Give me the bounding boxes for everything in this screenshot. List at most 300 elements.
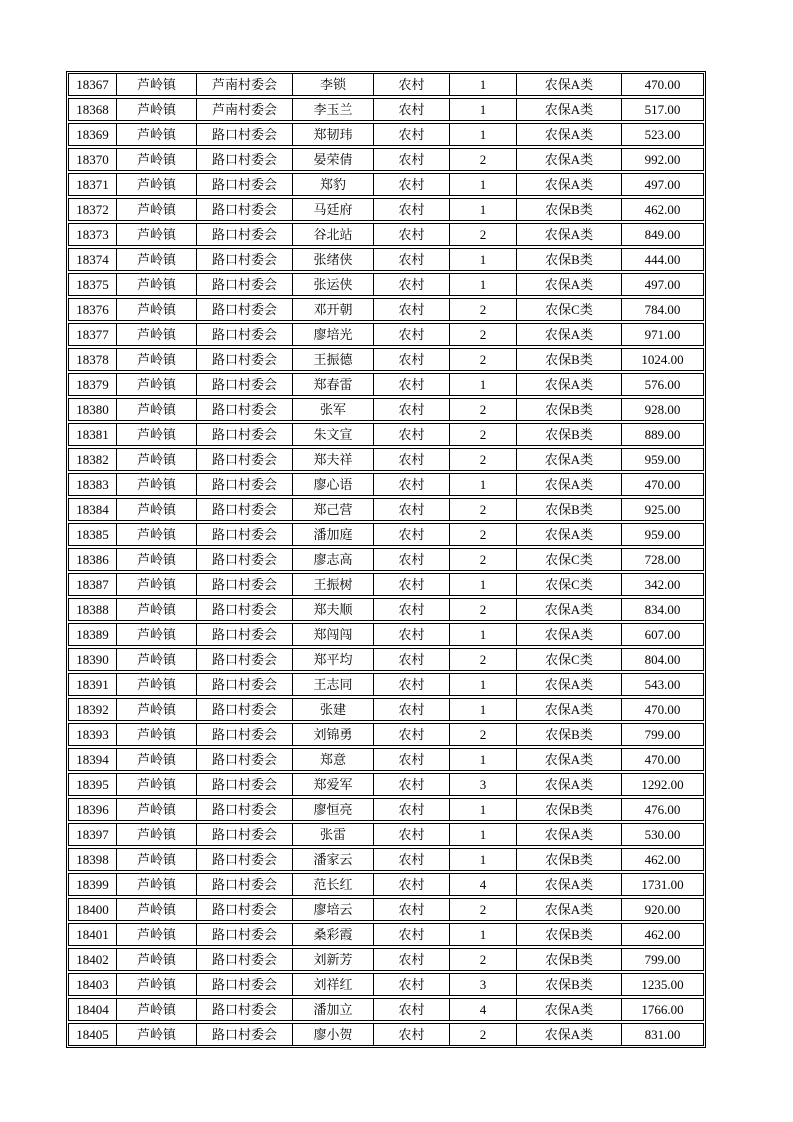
cell-person-name: 范长红 (293, 874, 374, 895)
cell-person-count: 1 (450, 849, 517, 870)
cell-person-name: 潘加立 (293, 999, 374, 1020)
payment-roster-table (66, 71, 706, 1048)
cell-serial-number: 18386 (69, 549, 117, 570)
cell-person-name: 廖小贺 (293, 1024, 374, 1045)
cell-household-type: 农村 (374, 124, 450, 145)
cell-serial-number: 18397 (69, 824, 117, 845)
table-row (68, 523, 704, 546)
cell-household-type: 农村 (374, 399, 450, 420)
cell-household-type: 农村 (374, 649, 450, 670)
cell-insurance-category: 农保A类 (517, 74, 622, 95)
cell-person-name: 李玉兰 (293, 99, 374, 120)
cell-person-name: 郑夫祥 (293, 449, 374, 470)
cell-person-count: 1 (450, 374, 517, 395)
cell-insurance-category: 农保A类 (517, 274, 622, 295)
cell-amount: 462.00 (644, 202, 681, 217)
cell-household-type: 农村 (374, 424, 450, 445)
cell-amount: 971.00 (644, 327, 681, 342)
cell-person-name: 廖恒亮 (293, 799, 374, 820)
cell-person-count: 1 (450, 99, 517, 120)
cell-town: 芦岭镇 (117, 224, 197, 245)
cell-insurance-category: 农保A类 (517, 374, 622, 395)
cell-serial-number: 18387 (69, 574, 117, 595)
cell-serial-number: 18368 (69, 99, 117, 120)
table-row (68, 973, 704, 996)
cell-amount: 831.00 (644, 1027, 681, 1042)
cell-person-name: 廖志高 (293, 549, 374, 570)
cell-village-committee: 路口村委会 (197, 874, 293, 895)
cell-person-name: 桑彩霞 (293, 924, 374, 945)
cell-person-count: 2 (450, 724, 517, 745)
table-row (68, 923, 704, 946)
cell-amount: 462.00 (644, 927, 681, 942)
table-row (68, 248, 704, 271)
cell-amount: 530.00 (644, 827, 681, 842)
table-row (68, 673, 704, 696)
cell-household-type: 农村 (374, 149, 450, 170)
cell-serial-number: 18379 (69, 374, 117, 395)
cell-person-name: 张军 (293, 399, 374, 420)
cell-serial-number: 18378 (69, 349, 117, 370)
cell-serial-number: 18398 (69, 849, 117, 870)
cell-serial-number: 18376 (69, 299, 117, 320)
cell-household-type: 农村 (374, 974, 450, 995)
cell-serial-number: 18396 (69, 799, 117, 820)
cell-household-type: 农村 (374, 249, 450, 270)
cell-insurance-category: 农保A类 (517, 624, 622, 645)
cell-town: 芦岭镇 (117, 199, 197, 220)
cell-person-count: 2 (450, 399, 517, 420)
cell-person-count: 2 (450, 299, 517, 320)
cell-person-name: 郑爱军 (293, 774, 374, 795)
cell-person-name: 李锁 (293, 74, 374, 95)
cell-person-count: 1 (450, 824, 517, 845)
cell-person-name: 刘新芳 (293, 949, 374, 970)
cell-household-type: 农村 (374, 749, 450, 770)
cell-household-type: 农村 (374, 599, 450, 620)
cell-household-type: 农村 (374, 899, 450, 920)
cell-insurance-category: 农保A类 (517, 524, 622, 545)
cell-town: 芦岭镇 (117, 699, 197, 720)
cell-village-committee: 路口村委会 (197, 149, 293, 170)
cell-person-count: 2 (450, 324, 517, 345)
cell-household-type: 农村 (374, 874, 450, 895)
cell-amount: 470.00 (644, 477, 681, 492)
cell-insurance-category: 农保A类 (517, 324, 622, 345)
cell-insurance-category: 农保A类 (517, 774, 622, 795)
cell-household-type: 农村 (374, 349, 450, 370)
cell-person-name: 郑平均 (293, 649, 374, 670)
cell-village-committee: 路口村委会 (197, 799, 293, 820)
table-row (68, 623, 704, 646)
cell-insurance-category: 农保A类 (517, 599, 622, 620)
cell-serial-number: 18367 (69, 74, 117, 95)
table-row (68, 823, 704, 846)
cell-village-committee: 路口村委会 (197, 774, 293, 795)
table-row (68, 698, 704, 721)
cell-household-type: 农村 (374, 774, 450, 795)
cell-village-committee: 路口村委会 (197, 674, 293, 695)
table-row (68, 848, 704, 871)
cell-insurance-category: 农保A类 (517, 699, 622, 720)
cell-household-type: 农村 (374, 274, 450, 295)
cell-amount: 543.00 (644, 677, 681, 692)
cell-amount: 959.00 (644, 452, 681, 467)
cell-village-committee: 路口村委会 (197, 524, 293, 545)
cell-person-count: 1 (450, 74, 517, 95)
cell-person-count: 2 (450, 424, 517, 445)
cell-town: 芦岭镇 (117, 524, 197, 545)
cell-serial-number: 18405 (69, 1024, 117, 1045)
cell-serial-number: 18391 (69, 674, 117, 695)
cell-village-committee: 路口村委会 (197, 549, 293, 570)
cell-village-committee: 路口村委会 (197, 599, 293, 620)
cell-amount: 1766.00 (641, 1002, 684, 1017)
cell-amount: 497.00 (644, 277, 681, 292)
cell-person-name: 邓开朝 (293, 299, 374, 320)
cell-amount: 607.00 (644, 627, 681, 642)
cell-household-type: 农村 (374, 299, 450, 320)
cell-serial-number: 18401 (69, 924, 117, 945)
table-row (68, 448, 704, 471)
cell-person-count: 3 (450, 974, 517, 995)
cell-village-committee: 路口村委会 (197, 749, 293, 770)
cell-insurance-category: 农保A类 (517, 124, 622, 145)
cell-village-committee: 路口村委会 (197, 374, 293, 395)
cell-amount: 959.00 (644, 527, 681, 542)
cell-insurance-category: 农保B类 (517, 199, 622, 220)
cell-village-committee: 路口村委会 (197, 699, 293, 720)
cell-person-count: 2 (450, 899, 517, 920)
cell-household-type: 农村 (374, 699, 450, 720)
cell-person-name: 潘家云 (293, 849, 374, 870)
cell-person-count: 1 (450, 274, 517, 295)
cell-amount: 470.00 (644, 752, 681, 767)
table-row (68, 648, 704, 671)
cell-amount: 476.00 (644, 802, 681, 817)
cell-serial-number: 18370 (69, 149, 117, 170)
cell-serial-number: 18384 (69, 499, 117, 520)
table-row (68, 198, 704, 221)
cell-town: 芦岭镇 (117, 99, 197, 120)
cell-household-type: 农村 (374, 849, 450, 870)
cell-insurance-category: 农保A类 (517, 149, 622, 170)
cell-amount: 784.00 (644, 302, 681, 317)
cell-household-type: 农村 (374, 1024, 450, 1045)
cell-person-count: 2 (450, 549, 517, 570)
cell-person-count: 1 (450, 699, 517, 720)
table-row (68, 748, 704, 771)
cell-amount: 576.00 (644, 377, 681, 392)
cell-person-name: 王振树 (293, 574, 374, 595)
cell-town: 芦岭镇 (117, 74, 197, 95)
cell-household-type: 农村 (374, 499, 450, 520)
cell-person-name: 郑豹 (293, 174, 374, 195)
table-row (68, 348, 704, 371)
cell-town: 芦岭镇 (117, 274, 197, 295)
cell-insurance-category: 农保A类 (517, 824, 622, 845)
cell-amount: 1731.00 (641, 877, 684, 892)
cell-village-committee: 路口村委会 (197, 349, 293, 370)
cell-town: 芦岭镇 (117, 574, 197, 595)
cell-insurance-category: 农保A类 (517, 474, 622, 495)
cell-person-count: 4 (450, 999, 517, 1020)
cell-village-committee: 路口村委会 (197, 449, 293, 470)
cell-person-name: 张绪侠 (293, 249, 374, 270)
cell-household-type: 农村 (374, 374, 450, 395)
cell-serial-number: 18389 (69, 624, 117, 645)
table-row (68, 73, 704, 96)
cell-person-count: 3 (450, 774, 517, 795)
cell-household-type: 农村 (374, 174, 450, 195)
cell-person-name: 郑春雷 (293, 374, 374, 395)
table-row (68, 773, 704, 796)
cell-person-name: 晏荣倩 (293, 149, 374, 170)
cell-amount: 925.00 (644, 502, 681, 517)
cell-insurance-category: 农保A类 (517, 674, 622, 695)
cell-town: 芦岭镇 (117, 724, 197, 745)
cell-household-type: 农村 (374, 449, 450, 470)
cell-person-name: 张建 (293, 699, 374, 720)
table-row (68, 898, 704, 921)
cell-person-count: 1 (450, 749, 517, 770)
cell-household-type: 农村 (374, 224, 450, 245)
cell-village-committee: 路口村委会 (197, 199, 293, 220)
cell-amount: 799.00 (644, 952, 681, 967)
cell-village-committee: 路口村委会 (197, 424, 293, 445)
cell-insurance-category: 农保C类 (517, 549, 622, 570)
cell-insurance-category: 农保B类 (517, 399, 622, 420)
cell-person-name: 刘祥红 (293, 974, 374, 995)
cell-person-name: 郑韧玮 (293, 124, 374, 145)
table-row (68, 373, 704, 396)
cell-household-type: 农村 (374, 674, 450, 695)
cell-town: 芦岭镇 (117, 649, 197, 670)
cell-town: 芦岭镇 (117, 749, 197, 770)
cell-town: 芦岭镇 (117, 549, 197, 570)
cell-town: 芦岭镇 (117, 249, 197, 270)
cell-village-committee: 路口村委会 (197, 624, 293, 645)
table-row (68, 123, 704, 146)
cell-serial-number: 18402 (69, 949, 117, 970)
cell-town: 芦岭镇 (117, 849, 197, 870)
cell-town: 芦岭镇 (117, 599, 197, 620)
cell-serial-number: 18400 (69, 899, 117, 920)
cell-person-count: 2 (450, 499, 517, 520)
table-row (68, 948, 704, 971)
cell-town: 芦岭镇 (117, 124, 197, 145)
table-row (68, 273, 704, 296)
cell-person-name: 谷北站 (293, 224, 374, 245)
cell-village-committee: 路口村委会 (197, 324, 293, 345)
table-row (68, 423, 704, 446)
cell-amount: 462.00 (644, 852, 681, 867)
cell-village-committee: 芦南村委会 (197, 99, 293, 120)
cell-amount: 1024.00 (641, 352, 684, 367)
cell-town: 芦岭镇 (117, 874, 197, 895)
cell-serial-number: 18380 (69, 399, 117, 420)
cell-insurance-category: 农保A类 (517, 99, 622, 120)
cell-person-count: 1 (450, 474, 517, 495)
cell-village-committee: 路口村委会 (197, 824, 293, 845)
cell-household-type: 农村 (374, 199, 450, 220)
cell-serial-number: 18388 (69, 599, 117, 620)
cell-household-type: 农村 (374, 624, 450, 645)
table-row (68, 498, 704, 521)
cell-household-type: 农村 (374, 574, 450, 595)
table-row (68, 298, 704, 321)
table-row (68, 323, 704, 346)
cell-household-type: 农村 (374, 474, 450, 495)
cell-insurance-category: 农保B类 (517, 724, 622, 745)
cell-insurance-category: 农保A类 (517, 749, 622, 770)
cell-village-committee: 路口村委会 (197, 974, 293, 995)
cell-insurance-category: 农保B类 (517, 849, 622, 870)
cell-insurance-category: 农保C类 (517, 299, 622, 320)
cell-serial-number: 18395 (69, 774, 117, 795)
cell-town: 芦岭镇 (117, 299, 197, 320)
cell-person-count: 4 (450, 874, 517, 895)
cell-town: 芦岭镇 (117, 924, 197, 945)
cell-insurance-category: 农保B类 (517, 799, 622, 820)
cell-village-committee: 路口村委会 (197, 174, 293, 195)
cell-person-name: 郑己营 (293, 499, 374, 520)
cell-village-committee: 路口村委会 (197, 399, 293, 420)
cell-amount: 523.00 (644, 127, 681, 142)
cell-household-type: 农村 (374, 74, 450, 95)
cell-town: 芦岭镇 (117, 424, 197, 445)
cell-town: 芦岭镇 (117, 999, 197, 1020)
table-row (68, 873, 704, 896)
table-row (68, 98, 704, 121)
cell-person-count: 2 (450, 599, 517, 620)
cell-village-committee: 路口村委会 (197, 499, 293, 520)
cell-person-count: 1 (450, 924, 517, 945)
table-row (68, 148, 704, 171)
cell-village-committee: 路口村委会 (197, 724, 293, 745)
cell-serial-number: 18372 (69, 199, 117, 220)
cell-insurance-category: 农保A类 (517, 174, 622, 195)
cell-person-count: 1 (450, 674, 517, 695)
cell-insurance-category: 农保A类 (517, 449, 622, 470)
cell-town: 芦岭镇 (117, 624, 197, 645)
cell-insurance-category: 农保B类 (517, 349, 622, 370)
cell-village-committee: 路口村委会 (197, 999, 293, 1020)
cell-serial-number: 18390 (69, 649, 117, 670)
cell-village-committee: 路口村委会 (197, 899, 293, 920)
cell-serial-number: 18382 (69, 449, 117, 470)
cell-town: 芦岭镇 (117, 674, 197, 695)
cell-amount: 1292.00 (641, 777, 684, 792)
cell-amount: 849.00 (644, 227, 681, 242)
cell-serial-number: 18375 (69, 274, 117, 295)
table-row (68, 798, 704, 821)
cell-person-name: 廖心语 (293, 474, 374, 495)
cell-town: 芦岭镇 (117, 499, 197, 520)
table-row (68, 173, 704, 196)
cell-serial-number: 18394 (69, 749, 117, 770)
cell-person-name: 廖培云 (293, 899, 374, 920)
cell-person-name: 王振德 (293, 349, 374, 370)
table-row (68, 998, 704, 1021)
table-row (68, 598, 704, 621)
cell-household-type: 农村 (374, 999, 450, 1020)
cell-village-committee: 路口村委会 (197, 249, 293, 270)
cell-amount: 834.00 (644, 602, 681, 617)
cell-serial-number: 18383 (69, 474, 117, 495)
cell-village-committee: 路口村委会 (197, 574, 293, 595)
cell-village-committee: 路口村委会 (197, 474, 293, 495)
cell-person-count: 2 (450, 949, 517, 970)
cell-village-committee: 路口村委会 (197, 849, 293, 870)
cell-town: 芦岭镇 (117, 474, 197, 495)
cell-amount: 992.00 (644, 152, 681, 167)
cell-serial-number: 18374 (69, 249, 117, 270)
table-row (68, 473, 704, 496)
cell-serial-number: 18404 (69, 999, 117, 1020)
cell-household-type: 农村 (374, 324, 450, 345)
cell-serial-number: 18377 (69, 324, 117, 345)
cell-serial-number: 18385 (69, 524, 117, 545)
cell-person-count: 1 (450, 174, 517, 195)
cell-town: 芦岭镇 (117, 799, 197, 820)
cell-person-name: 郑夫顺 (293, 599, 374, 620)
cell-person-name: 潘加庭 (293, 524, 374, 545)
cell-town: 芦岭镇 (117, 449, 197, 470)
cell-amount: 799.00 (644, 727, 681, 742)
cell-serial-number: 18381 (69, 424, 117, 445)
cell-insurance-category: 农保B类 (517, 924, 622, 945)
cell-insurance-category: 农保A类 (517, 1024, 622, 1045)
cell-amount: 728.00 (644, 552, 681, 567)
cell-amount: 920.00 (644, 902, 681, 917)
cell-serial-number: 18403 (69, 974, 117, 995)
cell-person-name: 刘锦勇 (293, 724, 374, 745)
cell-village-committee: 路口村委会 (197, 949, 293, 970)
cell-village-committee: 路口村委会 (197, 1024, 293, 1045)
cell-person-name: 张运侠 (293, 274, 374, 295)
cell-amount: 889.00 (644, 427, 681, 442)
cell-person-count: 2 (450, 649, 517, 670)
cell-person-count: 2 (450, 224, 517, 245)
cell-household-type: 农村 (374, 99, 450, 120)
cell-serial-number: 18393 (69, 724, 117, 745)
cell-village-committee: 路口村委会 (197, 274, 293, 295)
cell-insurance-category: 农保B类 (517, 424, 622, 445)
cell-serial-number: 18392 (69, 699, 117, 720)
cell-town: 芦岭镇 (117, 324, 197, 345)
cell-town: 芦岭镇 (117, 974, 197, 995)
cell-town: 芦岭镇 (117, 899, 197, 920)
cell-town: 芦岭镇 (117, 174, 197, 195)
cell-insurance-category: 农保C类 (517, 649, 622, 670)
cell-person-count: 1 (450, 249, 517, 270)
cell-person-count: 1 (450, 124, 517, 145)
cell-household-type: 农村 (374, 549, 450, 570)
cell-village-committee: 路口村委会 (197, 224, 293, 245)
cell-amount: 342.00 (644, 577, 681, 592)
cell-person-name: 张雷 (293, 824, 374, 845)
cell-town: 芦岭镇 (117, 149, 197, 170)
cell-person-name: 郑闯闯 (293, 624, 374, 645)
cell-household-type: 农村 (374, 799, 450, 820)
cell-amount: 1235.00 (641, 977, 684, 992)
cell-insurance-category: 农保B类 (517, 974, 622, 995)
cell-town: 芦岭镇 (117, 374, 197, 395)
cell-insurance-category: 农保B类 (517, 249, 622, 270)
cell-amount: 444.00 (644, 252, 681, 267)
table-row (68, 1023, 704, 1046)
